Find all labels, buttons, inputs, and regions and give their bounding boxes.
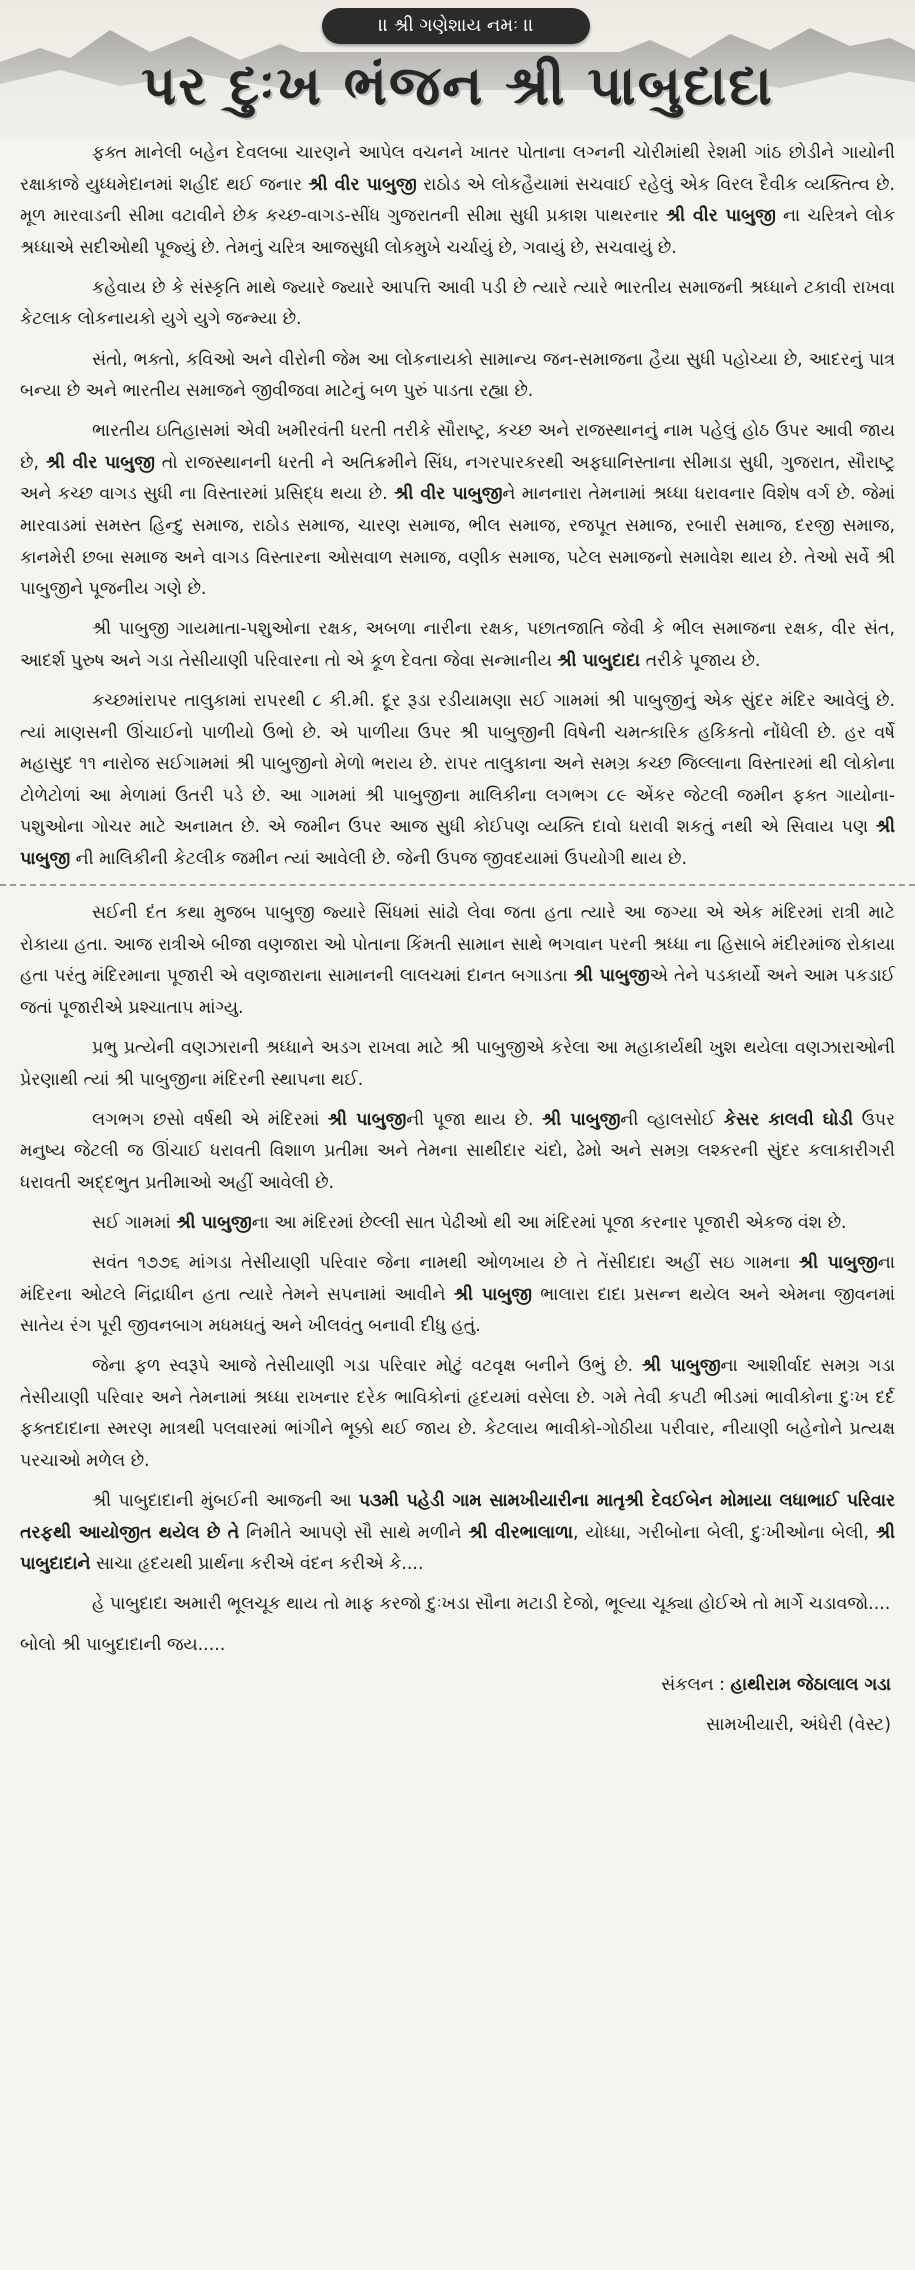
- bold-text: શ્રી પાબુદાદાને: [20, 1522, 895, 1575]
- text-run: ના મંદિરના ઓટલે નિંદ્રાધીન હતા ત્યારે તેમને સપનામાં આવીને: [20, 1253, 895, 1305]
- paragraph: [20, 1589, 895, 1621]
- text-run: સાચા હૃદયથી પ્રાર્થના કરીએ વંદન કરીએ કે....: [90, 1554, 424, 1575]
- text-run: કચ્છમાંરાપર તાલુકામાં રાપરથી ૮ કી.મી. દૂર રૂડા રડીયામણા સઈ ગામમાં શ્રી પાબુજીનું એક સુંદર મંદિર આવેલું છે. ત્યાં માણસની ઊંચાઈનો પાળીયો ઉભો છે. એ પાળીયા ઉપર શ્રી પાબુજીની વિષેની ચમત્કારિક હકિકતો નોંધેલી છે. હર વર્ષે મહાસુદ ૧૧ નારોજ સઈગામમાં શ્રી પાબુજીનો મેળો ભરાય છે. રાપર તાલુકાના અને સમગ્ર કચ્છ જિલ્લાના વિસ્તારમાં થી લોકોના ટોળેટોળાં આ મેળામાં ઉતરી પડે છે. આ ગામમાં શ્રી પાબુજીના માલિકીના લગભગ ૮૯ એંકર જેટલી જમીન ફક્ત ગાયોના-પશુઓના ગોચર માટે અનામત છે. એ જમીન ઉપર આજ સુધી કોઈપણ વ્યક્તિ દાવો ધરાવી શકતું નથી એ સિવાય પણ: [20, 691, 895, 838]
- bold-text: શ્રી પાબુજી: [641, 1356, 721, 1377]
- text-run: ની માલિકીની કેટલીક જમીન ત્યાં આવેલી છે. જેની ઉપજ જીવદયામાં ઉપયોગી થાય છે.: [70, 848, 688, 869]
- text-run: તરીકે પૂજાય છે.: [640, 650, 761, 671]
- closing-line: બોલો શ્રી પાબુદાદાની જય.....: [20, 1634, 226, 1655]
- bold-text: શ્રી પાબુજી: [573, 966, 650, 987]
- text-run: હે પાબુદાદા અમારી ભૂલચૂક થાય તો માફ કરજો દુઃખડા સૌના મટાડી દેજો, ભૂલ્યા ચૂક્યા હોઈએ તો માર્ગે ચડાવજો....: [92, 1594, 891, 1615]
- text-run: તો રાજસ્થાનની ધરતી ને અતિક્રમીને સિંધ, નગરપારકરથી અફઘાનિસ્તાના સીમાડા સુધી, ગુજરાત, સૌરાષ્ટ્ર અને કચ્છ વાગડ સુધી ના વિસ્તારમાં પ્રસિદ્ધ થયા છે.: [20, 452, 896, 505]
- bold-text: શ્રી વીર પાબુજી: [666, 206, 776, 227]
- text-run: , યોધ્ધા, ગરીબોના બેલી, દુઃખીઓના બેલી,: [573, 1522, 876, 1543]
- paragraph: [20, 614, 895, 677]
- page-title: પર દુઃખ ભંજન શ્રી પાબુદાદા: [141, 53, 774, 117]
- text-run: એ તેને પડકાર્યો અને આમ પકડાઈ જતાં પૂજારીએ પ્રશ્ચાતાપ માંગ્યુ.: [20, 966, 896, 1018]
- text-run: ની પૂજા થાય છે.: [406, 1109, 543, 1130]
- article-header: [0, 0, 915, 140]
- section-divider: [0, 884, 915, 886]
- credit-place: સામખીયારી, અંધેરી (વેસ્ટ): [706, 1714, 891, 1735]
- bold-text: શ્રી વીરભાલાળા: [468, 1522, 573, 1543]
- credit-line: [20, 1670, 895, 1702]
- text-run: ને માનનારા તેમનામાં શ્રધ્ધા ધરાવનાર વિશેષ વર્ગ છે. જેમાં મારવાડમાં સમસ્ત હિન્દુ સમાજ, રાઠોડ સમાજ, ચારણ સમાજ, ભીલ સમાજ, રજપૂત સમાજ, રબારી સમાજ, દરજી સમાજ, કાનમેરી છબા સમાજ અને વાગડ વિસ્તારના ઓસવાળ સમાજ, વણીક સમાજ, પટેલ સમાજનો સમાવેશ થાય છે. તેઓ સર્વે શ્રી પાબુજીને પૂજનીય ગણે છે.: [20, 484, 895, 600]
- text-run: સઈ ગામમાં: [92, 1212, 177, 1233]
- text-run: સવંત ૧૭૭૬ માંગડા તેસીયાણી પરિવાર જેના નામથી ઓળખાય છે તે તેંસીદાદા અહીં સઇ ગામના: [92, 1253, 799, 1273]
- text-run: ના ચરિત્રને લોક શ્રધ્ધાએ સદીઓથી પૂજ્યું છે. તેમનું ચરિત્ર આજસુધી લોકમુખે ચર્ચાયું છે, ગવાયું છે, સચવાયું છે.: [20, 206, 896, 258]
- bold-text: કેસર કાલવી ઘોડી: [723, 1109, 854, 1130]
- bold-text: શ્રી પાબુજી: [327, 1109, 407, 1130]
- text-run: લગભગ છસો વર્ષથી એ મંદિરમાં: [92, 1109, 328, 1130]
- bold-text: શ્રી પાબુદાદા: [557, 650, 641, 671]
- text-run: પ્રભુ પ્રત્યેની વણઝારાની શ્રધ્ધાને અડગ રાખવા માટે શ્રી પાબુજીએ કરેલા આ મહાકાર્યથી ખુશ થયેલા વણઝારાઓની પ્રેરણાથી ત્યાં શ્રી પાબુજીના મંદિરની સ્થાપના થઈ.: [20, 1037, 895, 1090]
- bold-text: શ્રી વીર પાબુજી: [45, 452, 155, 473]
- bold-text: શ્રી પાબુજી: [542, 1109, 621, 1130]
- text-run: સંતો, ભક્તો, કવિઓ અને વીરોની જેમ આ લોકનાયકો સામાન્ય જન-સમાજના હૈયા સુધી પહોચ્યા છે, આદરનું પાત્ર બન્યા છે અને ભારતીય સમાજને જીવીજવા માટેનું બળ પુરું પાડતા રહ્યા છે.: [20, 349, 895, 402]
- text-run: ફક્ત માનેલી બહેન દેવલબા ચારણને આપેલ વચનને ખાતર પોતાના લગ્નની ચોરીમાંથી રેશમી ગાંઠ છોડીને ગાયોની રક્ષાકાજે યુધ્ધમેદાનમાં શહીદ થઈ જનાર: [20, 143, 895, 195]
- text-run: નિમીતે આપણે સૌ સાથે મળીને: [239, 1522, 469, 1543]
- text-run: ભાલારા દાદા પ્રસન્ન થયેલ અને એમના જીવનમાં સાતેય રંગ પૂરી જીવનબાગ મધમધતું અને ખીલવંતુ બનાવી દીધુ હતું.: [20, 1284, 895, 1337]
- bold-text: શ્રી પાબુજી: [453, 1284, 532, 1305]
- text-run: શ્રી પાબુજી ગાયમાતા-પશુઓના રક્ષક, અબળા નારીના રક્ષક, પછાતજાતિ જેવી કે ભીલ સમાજના રક્ષક, વીર સંત, આદર્શ પુરુષ અને ગડા તેસીયાણી પરિવારના તો એ કૂળ દેવતા જેવા સન્માનીય: [20, 619, 895, 671]
- text-run: કહેવાય છે કે સંસ્કૃતિ માથે જ્યારે જ્યારે આપત્તિ આવી પડી છે ત્યારે ત્યારે ભારતીય સમાજની શ્રધ્ધાને ટકાવી રાખવા કેટલાક લોકનાયકો યુગે યુગે જન્મ્યા છે.: [20, 277, 895, 330]
- text-run: જેના ફળ સ્વરૂપે આજે તેસીયાણી ગડા પરિવાર મોટું વટવૃક્ષ બનીને ઉભું છે.: [92, 1356, 642, 1377]
- text-run: રાઠોડ એ લોકહૈયામાં સચવાઈ રહેલું એક વિરલ દૈવીક વ્યક્તિત્વ છે. મૂળ મારવાડની સીમા વટાવીને છેક કચ્છ-વાગડ-સીંધ ગુજરાતની સીમા સુધી પ્રકાશ પાથરનાર: [20, 174, 895, 227]
- paragraph: [20, 416, 895, 606]
- invocation-badge: ।। શ્રી ગણેશાય નમઃ ।।: [322, 8, 590, 44]
- credit-label: સંકલન :: [661, 1674, 731, 1695]
- bold-text: શ્રી વીર પાબુજી: [394, 484, 503, 505]
- bold-text: શ્રી પાબુજી: [798, 1253, 878, 1273]
- article-body: [20, 138, 895, 1750]
- text-run: સઈની દંત કથા મુજબ પાબુજી જ્યારે સિંધમાં સાંઢો લેવા જતા હતા ત્યારે આ જગ્યા એ એક મંદિરમાં રાત્રી માટે રોકાયા હતા. આજ રાત્રીએ બીજા વણજારા ઓ પોતાના કિંમતી સામાન સાથે ભગવાન પરની શ્રધ્ધા ના હિસાબે મંદીરમાંજ રોકાયા હતા પરંતુ મંદિરમાના પૂજારી એ વણજારાના સામાનની લાલચમાં દાનત બગાડતા: [20, 903, 895, 987]
- bold-text: શ્રી પાબુજી: [176, 1212, 252, 1233]
- bold-text: પ૩મી પહેડી ગામ સામખીયારીના માતૃશ્રી દેવઈબેન મોમાયા લધાભાઈ પરિવાર તરફથી આયોજીત થયેલ છે તે: [20, 1491, 895, 1543]
- credit-name: હાથીરામ જેઠાલાલ ગડા: [730, 1674, 891, 1695]
- text-run: ની વ્હાલસોઈ: [620, 1109, 724, 1130]
- text-run: ના આ મંદિરમાં છેલ્લી સાત પેઢીઓ થી આ મંદિરમાં પૂજા કરનાર પૂજારી એકજ વંશ છે.: [251, 1212, 847, 1233]
- text-run: ભારતીય ઇતિહાસમાં એવી ખમીરવંતી ધરતી તરીકે સૌરાષ્ટ્ર, કચ્છ અને રાજસ્થાનનું નામ પહેલું હોઠ ઉપર આવી જાય છે,: [20, 421, 895, 473]
- text-run: ઉપર મનુષ્ય જેટલી જ ઊંચાઈ ધરાવતી વિશાળ પ્રતીમા અને તેમના સાથીદાર ચંદો, ઢેમો અને સમગ્ર લશ્કરની સુંદર કલાકારીગરી ધરાવતી અદ્દભુત પ્રતીમાઓ અહીં આવેલી છે.: [20, 1109, 896, 1193]
- paragraph: [20, 1208, 895, 1240]
- paragraph: [20, 1248, 895, 1343]
- paragraph: [20, 273, 895, 336]
- text-run: શ્રી પાબુદાદાની મુંબઈની આજની આ: [92, 1491, 359, 1512]
- paragraph: [20, 1105, 895, 1200]
- paragraph: [20, 898, 895, 1024]
- bold-text: શ્રી પાબુજી: [20, 817, 895, 869]
- paragraph: [20, 345, 895, 408]
- paragraph: [20, 1033, 895, 1096]
- bold-text: શ્રી વીર પાબુજી: [308, 174, 417, 195]
- paragraph: [20, 686, 895, 876]
- paragraph: [20, 1351, 895, 1477]
- text-run: ના આશીર્વાદ સમગ્ર ગડા તેસીયાણી પરિવાર અને તેમનામાં શ્રધ્ધા રાખનાર દરેક ભાવિકોનાં હૃદયમાં વસેલા છે. ગમે તેવી કપટી ભીડમાં ભાવીકોના દુઃખ દર્દ ફક્તદાદાના સ્મરણ માત્રથી પલવારમાં ભાંગીને ભૂક્કો થઈ જાય છે. કેટલાય ભાવીકો-ગોઠીયા પરીવાર, નીયાણી બહેનોને પ્રત્યક્ષ પરચાઓ મળેલ છે.: [20, 1356, 895, 1472]
- paragraph: [20, 1486, 895, 1581]
- paragraph: [20, 138, 895, 264]
